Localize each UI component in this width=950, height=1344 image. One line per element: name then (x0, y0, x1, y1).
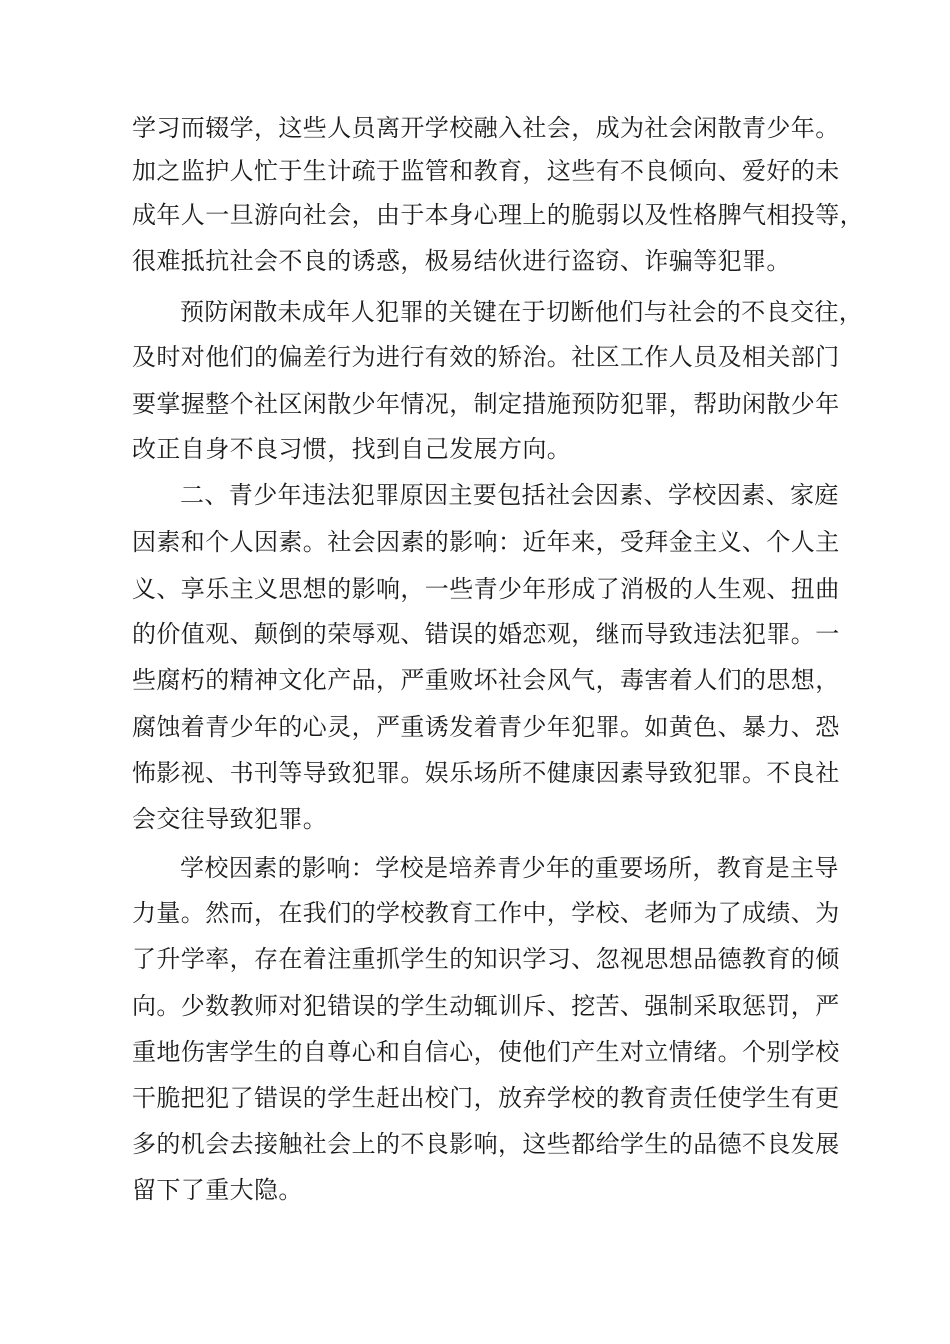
text-line: 怖影视、书刊等导致犯罪。娱乐场所不健康因素导致犯罪。不良社 (132, 759, 840, 787)
text-line: 干脆把犯了错误的学生赶出校门，放弃学校的教育责任使学生有更 (132, 1084, 840, 1112)
text-line: 留下了重大隐。 (132, 1176, 303, 1204)
text-line: 力量。然而，在我们的学校教育工作中，学校、老师为了成绩、为 (132, 899, 840, 927)
text-line: 重地伤害学生的自尊心和自信心，使他们产生对立情绪。个别学校 (132, 1038, 840, 1066)
text-line: 义、享乐主义思想的影响，一些青少年形成了消极的人生观、扭曲 (132, 575, 840, 603)
text-line: 多的机会去接触社会上的不良影响，这些都给学生的品德不良发展 (132, 1130, 840, 1158)
text-line: 成年人一旦游向社会，由于本身心理上的脆弱以及性格脾气相投等， (132, 201, 864, 229)
text-line: 腐蚀着青少年的心灵，严重诱发着青少年犯罪。如黄色、暴力、恐 (132, 713, 840, 741)
paragraph-first-line: 二、青少年违法犯罪原因主要包括社会因素、学校因素、家庭 (180, 481, 839, 509)
text-line: 会交往导致犯罪。 (132, 805, 328, 833)
text-line: 学习而辍学，这些人员离开学校融入社会，成为社会闲散青少年。 (132, 114, 840, 142)
text-line: 因素和个人因素。社会因素的影响：近年来，受拜金主义、个人主 (132, 528, 840, 556)
text-line: 向。少数教师对犯错误的学生动辄训斥、挖苦、强制采取惩罚，严 (132, 992, 840, 1020)
text-line: 些腐朽的精神文化产品，严重败坏社会风气，毒害着人们的思想， (132, 666, 840, 694)
text-line: 改正自身不良习惯，找到自己发展方向。 (132, 435, 572, 463)
text-line: 的价值观、颠倒的荣辱观、错误的婚恋观，继而导致违法犯罪。一 (132, 620, 840, 648)
text-line: 要掌握整个社区闲散少年情况，制定措施预防犯罪，帮助闲散少年 (132, 390, 840, 418)
text-line: 了升学率，存在着注重抓学生的知识学习、忽视思想品德教育的倾 (132, 945, 840, 973)
paragraph-first-line: 学校因素的影响：学校是培养青少年的重要场所，教育是主导 (180, 854, 839, 882)
text-line: 加之监护人忙于生计疏于监管和教育，这些有不良倾向、爱好的未 (132, 157, 840, 185)
text-line: 很难抵抗社会不良的诱惑，极易结伙进行盗窃、诈骗等犯罪。 (132, 247, 791, 275)
paragraph-first-line: 预防闲散未成年人犯罪的关键在于切断他们与社会的不良交往， (180, 298, 864, 326)
text-line: 及时对他们的偏差行为进行有效的矫治。社区工作人员及相关部门 (132, 343, 840, 371)
